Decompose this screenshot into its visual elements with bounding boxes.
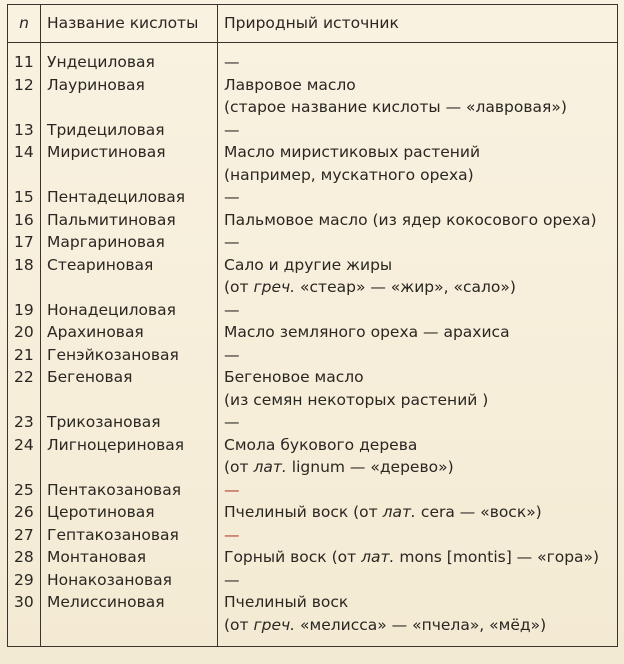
acid-name: Монтановая xyxy=(41,546,218,569)
natural-source xyxy=(218,186,618,209)
source-line: Сало и другие жиры xyxy=(224,255,393,274)
natural-source xyxy=(218,344,618,367)
natural-source xyxy=(218,231,618,254)
acid-name: Нонакозановая xyxy=(41,569,218,592)
acid-name: Трикозановая xyxy=(41,411,218,434)
row-number: 25 xyxy=(8,479,41,502)
acid-name: Пентадециловая xyxy=(41,186,218,209)
table-body xyxy=(8,43,618,647)
source-line: Пчелиный воск (от лат. cera — «воск») xyxy=(224,503,542,521)
table-row xyxy=(8,546,618,569)
natural-source xyxy=(218,141,618,186)
natural-source xyxy=(218,254,618,299)
table-row xyxy=(8,141,618,186)
natural-source xyxy=(218,479,618,502)
row-number: 16 xyxy=(8,209,41,232)
source-line: — xyxy=(224,570,240,589)
natural-source xyxy=(218,434,618,479)
row-number: 18 xyxy=(8,254,41,299)
acid-name: Церотиновая xyxy=(41,501,218,524)
row-number: 11 xyxy=(8,43,41,74)
source-line: (от греч. «мелисса» — «пчела», «мёд») xyxy=(224,615,547,634)
source-line: — xyxy=(224,233,240,251)
acid-name: Гептакозановая xyxy=(41,524,218,547)
table-row xyxy=(8,321,618,344)
row-number: 26 xyxy=(8,501,41,524)
source-line: (от лат. lignum — «дерево») xyxy=(224,458,454,476)
source-line: (старое название кислоты — «лавровая») xyxy=(224,98,567,116)
acid-name: Лигноцериновая xyxy=(41,434,218,479)
natural-source xyxy=(218,209,618,232)
table-row xyxy=(8,569,618,592)
acid-name: Миристиновая xyxy=(41,141,218,186)
acid-name: Пальмитиновая xyxy=(41,209,218,232)
row-number: 22 xyxy=(8,366,41,411)
row-number: 15 xyxy=(8,186,41,209)
acid-name: Стеариновая xyxy=(41,254,218,299)
source-line: Смола букового дерева xyxy=(224,435,418,454)
acid-name: Лауриновая xyxy=(41,74,218,119)
source-line: Масло земляного ореха — арахиса xyxy=(224,323,510,341)
table-row xyxy=(8,344,618,367)
row-number: 23 xyxy=(8,411,41,434)
acid-name: Нонадециловая xyxy=(41,299,218,322)
row-number: 12 xyxy=(8,74,41,119)
source-line: — xyxy=(224,53,240,71)
row-number: 13 xyxy=(8,119,41,142)
header-n: n xyxy=(8,5,41,43)
row-number: 14 xyxy=(8,141,41,186)
table-row xyxy=(8,43,618,74)
natural-source xyxy=(218,321,618,344)
table-row xyxy=(8,591,618,647)
table-row xyxy=(8,479,618,502)
source-line: Горный воск (от лат. mons [montis] — «гора») xyxy=(224,548,600,566)
table-row xyxy=(8,231,618,254)
source-line: — xyxy=(224,413,240,431)
acid-name: Генэйкозановая xyxy=(41,344,218,367)
natural-source xyxy=(218,119,618,142)
acid-name: Ундециловая xyxy=(41,43,218,74)
natural-source xyxy=(218,366,618,411)
source-line: — xyxy=(224,120,240,139)
acid-name: Мелиссиновая xyxy=(41,591,218,647)
acid-name: Маргариновая xyxy=(41,231,218,254)
natural-source xyxy=(218,569,618,592)
natural-source xyxy=(218,43,618,74)
source-line: Пальмовое масло (из ядер кокосового ореха) xyxy=(224,210,597,229)
natural-source xyxy=(218,546,618,569)
natural-source xyxy=(218,299,618,322)
table-header xyxy=(8,5,618,43)
row-number: 21 xyxy=(8,344,41,367)
table-row xyxy=(8,366,618,411)
table-row xyxy=(8,434,618,479)
row-number: 24 xyxy=(8,434,41,479)
header-row xyxy=(8,5,618,43)
acid-name: Тридециловая xyxy=(41,119,218,142)
source-line: (например, мускатного ореха) xyxy=(224,165,474,184)
source-line: (из семян некоторых растений ) xyxy=(224,390,489,409)
row-number: 27 xyxy=(8,524,41,547)
table-row xyxy=(8,411,618,434)
table-row xyxy=(8,209,618,232)
row-number: 19 xyxy=(8,299,41,322)
source-line: Пчелиный воск xyxy=(224,593,349,611)
source-line: Бегеновое масло xyxy=(224,368,364,386)
row-number: 29 xyxy=(8,569,41,592)
row-number: 20 xyxy=(8,321,41,344)
row-number: 30 xyxy=(8,591,41,647)
table-row xyxy=(8,501,618,524)
source-line: Масло миристиковых растений xyxy=(224,143,481,161)
source-line: — xyxy=(224,480,240,499)
natural-source xyxy=(218,411,618,434)
acid-name: Пентакозановая xyxy=(41,479,218,502)
table-row xyxy=(8,186,618,209)
natural-source xyxy=(218,591,618,647)
table-row xyxy=(8,74,618,119)
source-line: — xyxy=(224,188,240,206)
table-row xyxy=(8,299,618,322)
header-natural-source: Природный источник xyxy=(218,5,618,43)
row-number: 28 xyxy=(8,546,41,569)
acid-name: Арахиновая xyxy=(41,321,218,344)
natural-source xyxy=(218,74,618,119)
source-line: — xyxy=(224,345,240,364)
source-line: (от греч. «стеар» — «жир», «сало») xyxy=(224,278,516,296)
fatty-acids-table xyxy=(7,4,618,647)
natural-source xyxy=(218,501,618,524)
row-number: 17 xyxy=(8,231,41,254)
source-line: Лавровое масло xyxy=(224,75,356,94)
header-acid-name: Название кислоты xyxy=(41,5,218,43)
table-row xyxy=(8,254,618,299)
source-line: — xyxy=(224,525,240,544)
table-row xyxy=(8,119,618,142)
table-row xyxy=(8,524,618,547)
acid-name: Бегеновая xyxy=(41,366,218,411)
source-line: — xyxy=(224,300,240,319)
natural-source xyxy=(218,524,618,547)
